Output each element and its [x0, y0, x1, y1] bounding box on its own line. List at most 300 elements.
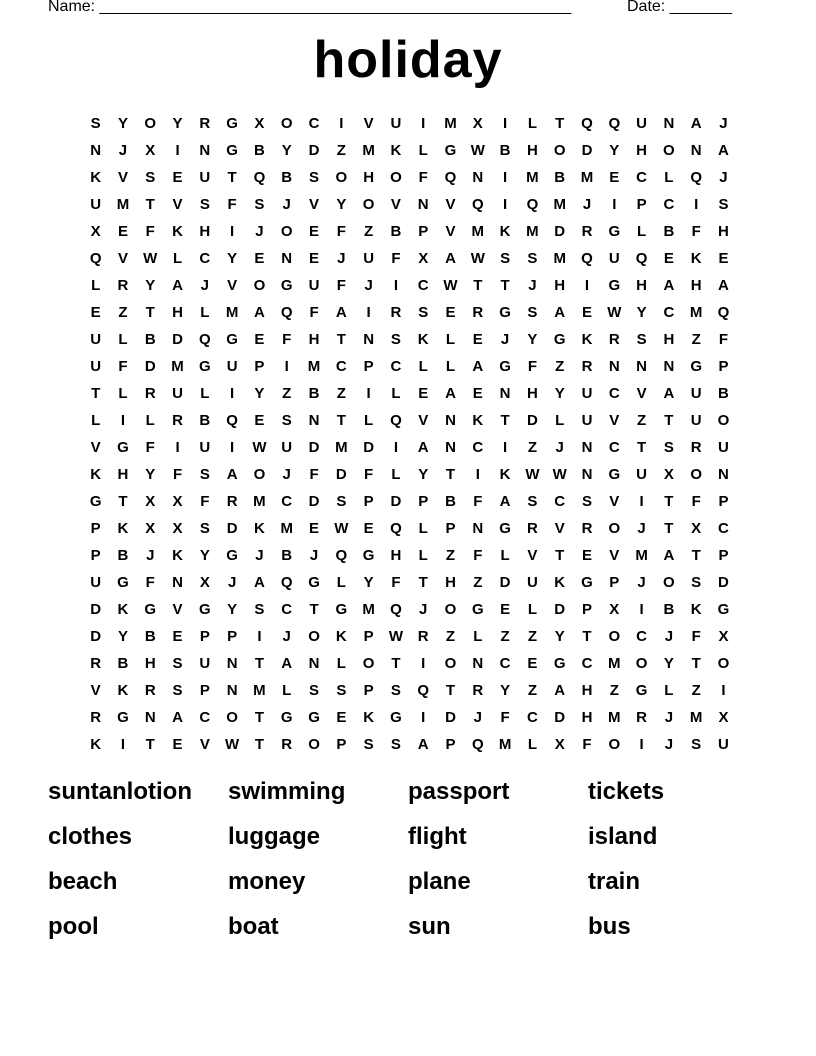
- grid-letter[interactable]: D: [445, 709, 456, 726]
- grid-letter[interactable]: Y: [336, 196, 347, 213]
- grid-letter[interactable]: Y: [227, 601, 238, 618]
- grid-letter[interactable]: D: [363, 439, 375, 456]
- grid-letter[interactable]: I: [639, 493, 644, 510]
- grid-letter[interactable]: E: [172, 736, 183, 753]
- grid-letter[interactable]: P: [636, 196, 647, 213]
- grid-letter[interactable]: A: [472, 358, 484, 375]
- grid-letter[interactable]: Z: [445, 547, 456, 564]
- grid-letter[interactable]: Y: [554, 628, 565, 645]
- grid-letter[interactable]: A: [417, 439, 429, 456]
- grid-letter[interactable]: A: [335, 304, 347, 321]
- grid-letter[interactable]: V: [445, 223, 456, 240]
- grid-letter[interactable]: N: [144, 709, 156, 726]
- grid-letter[interactable]: E: [90, 304, 101, 321]
- grid-letter[interactable]: T: [691, 547, 701, 564]
- grid-letter[interactable]: C: [663, 304, 675, 321]
- grid-letter[interactable]: T: [418, 574, 428, 591]
- grid-letter[interactable]: A: [718, 277, 729, 294]
- grid-letter[interactable]: V: [309, 196, 320, 213]
- grid-letter[interactable]: S: [390, 682, 401, 699]
- grid-letter[interactable]: W: [252, 439, 267, 456]
- grid-letter[interactable]: K: [90, 169, 102, 186]
- grid-letter[interactable]: K: [390, 142, 402, 159]
- grid-letter[interactable]: D: [499, 574, 511, 591]
- grid-letter[interactable]: Y: [418, 466, 429, 483]
- grid-letter[interactable]: U: [308, 277, 320, 294]
- grid-letter[interactable]: W: [225, 736, 240, 753]
- grid-letter[interactable]: O: [362, 196, 375, 213]
- grid-letter[interactable]: G: [635, 682, 648, 699]
- grid-letter[interactable]: C: [335, 358, 347, 375]
- grid-letter[interactable]: R: [581, 520, 593, 537]
- grid-letter[interactable]: L: [118, 385, 128, 402]
- grid-letter[interactable]: T: [500, 277, 510, 294]
- grid-letter[interactable]: I: [393, 439, 398, 456]
- grid-letter[interactable]: M: [689, 304, 703, 321]
- grid-letter[interactable]: L: [200, 385, 210, 402]
- grid-letter[interactable]: T: [145, 196, 155, 213]
- grid-letter[interactable]: A: [554, 304, 566, 321]
- grid-letter[interactable]: Z: [637, 412, 647, 429]
- grid-letter[interactable]: A: [226, 466, 238, 483]
- grid-letter[interactable]: A: [445, 385, 456, 402]
- grid-letter[interactable]: W: [470, 250, 485, 267]
- grid-letter[interactable]: U: [718, 439, 729, 456]
- grid-letter[interactable]: P: [418, 223, 429, 240]
- grid-letter[interactable]: T: [691, 655, 701, 672]
- grid-letter[interactable]: I: [175, 439, 180, 456]
- grid-letter[interactable]: B: [663, 601, 675, 618]
- grid-letter[interactable]: N: [663, 115, 675, 132]
- grid-letter[interactable]: G: [499, 358, 511, 375]
- grid-letter[interactable]: H: [636, 142, 647, 159]
- grid-letter[interactable]: E: [254, 250, 265, 267]
- grid-letter[interactable]: C: [390, 358, 402, 375]
- grid-letter[interactable]: U: [90, 358, 102, 375]
- grid-letter[interactable]: G: [226, 331, 238, 348]
- grid-letter[interactable]: K: [554, 574, 566, 591]
- grid-letter[interactable]: G: [444, 142, 457, 159]
- grid-letter[interactable]: N: [718, 466, 729, 483]
- grid-letter[interactable]: L: [91, 412, 101, 429]
- grid-letter[interactable]: O: [608, 520, 621, 537]
- grid-letter[interactable]: Y: [554, 385, 565, 402]
- grid-letter[interactable]: V: [609, 412, 620, 429]
- grid-letter[interactable]: W: [552, 466, 567, 483]
- grid-letter[interactable]: L: [555, 412, 565, 429]
- grid-letter[interactable]: Z: [609, 682, 619, 699]
- grid-letter[interactable]: S: [390, 736, 401, 753]
- grid-letter[interactable]: A: [172, 277, 183, 294]
- grid-letter[interactable]: V: [90, 439, 101, 456]
- grid-letter[interactable]: S: [309, 169, 320, 186]
- grid-letter[interactable]: U: [199, 439, 211, 456]
- grid-letter[interactable]: S: [254, 601, 265, 618]
- grid-letter[interactable]: S: [527, 250, 538, 267]
- grid-letter[interactable]: D: [226, 520, 238, 537]
- grid-letter[interactable]: M: [444, 115, 457, 132]
- grid-letter[interactable]: C: [199, 250, 211, 267]
- grid-letter[interactable]: H: [363, 169, 375, 186]
- grid-letter[interactable]: G: [499, 520, 511, 537]
- grid-letter[interactable]: D: [308, 142, 320, 159]
- grid-letter[interactable]: G: [608, 466, 621, 483]
- grid-letter[interactable]: V: [609, 493, 620, 510]
- grid-letter[interactable]: G: [581, 574, 593, 591]
- grid-letter[interactable]: E: [500, 601, 511, 618]
- grid-letter[interactable]: L: [336, 574, 346, 591]
- grid-letter[interactable]: E: [472, 331, 483, 348]
- grid-letter[interactable]: S: [390, 331, 401, 348]
- grid-letter[interactable]: T: [145, 736, 155, 753]
- grid-letter[interactable]: Y: [363, 574, 374, 591]
- grid-letter[interactable]: D: [308, 439, 320, 456]
- grid-letter[interactable]: S: [281, 412, 292, 429]
- grid-letter[interactable]: S: [663, 439, 674, 456]
- grid-letter[interactable]: F: [473, 493, 483, 510]
- grid-letter[interactable]: O: [608, 628, 621, 645]
- grid-letter[interactable]: N: [663, 358, 675, 375]
- grid-letter[interactable]: J: [719, 115, 728, 132]
- grid-letter[interactable]: S: [636, 331, 647, 348]
- grid-letter[interactable]: P: [581, 601, 592, 618]
- grid-letter[interactable]: F: [118, 358, 128, 375]
- grid-letter[interactable]: I: [584, 277, 590, 294]
- grid-letter[interactable]: X: [172, 493, 183, 510]
- grid-letter[interactable]: B: [117, 655, 129, 672]
- grid-letter[interactable]: P: [609, 574, 620, 591]
- grid-letter[interactable]: B: [718, 385, 729, 402]
- grid-letter[interactable]: T: [118, 493, 128, 510]
- grid-letter[interactable]: F: [227, 196, 237, 213]
- grid-letter[interactable]: S: [199, 466, 210, 483]
- grid-letter[interactable]: K: [172, 547, 183, 564]
- grid-letter[interactable]: N: [690, 142, 702, 159]
- grid-letter[interactable]: T: [254, 736, 265, 753]
- grid-letter[interactable]: J: [309, 547, 319, 564]
- grid-letter[interactable]: P: [718, 358, 729, 375]
- grid-letter[interactable]: V: [636, 385, 647, 402]
- grid-letter[interactable]: D: [554, 601, 566, 618]
- grid-letter[interactable]: S: [418, 304, 429, 321]
- grid-letter[interactable]: J: [118, 142, 128, 159]
- grid-letter[interactable]: K: [335, 628, 347, 645]
- grid-letter[interactable]: B: [281, 169, 293, 186]
- grid-letter[interactable]: N: [499, 385, 511, 402]
- grid-letter[interactable]: O: [608, 736, 621, 753]
- grid-letter[interactable]: C: [199, 709, 211, 726]
- grid-letter[interactable]: E: [172, 169, 183, 186]
- grid-letter[interactable]: G: [226, 142, 238, 159]
- grid-letter[interactable]: N: [608, 358, 620, 375]
- grid-letter[interactable]: U: [172, 385, 183, 402]
- grid-letter[interactable]: E: [527, 655, 538, 672]
- grid-letter[interactable]: B: [308, 385, 320, 402]
- grid-letter[interactable]: N: [363, 331, 375, 348]
- grid-letter[interactable]: K: [117, 601, 129, 618]
- grid-letter[interactable]: E: [445, 304, 456, 321]
- grid-letter[interactable]: L: [637, 223, 647, 240]
- grid-letter[interactable]: X: [145, 520, 156, 537]
- grid-letter[interactable]: O: [280, 115, 293, 132]
- grid-letter[interactable]: X: [691, 520, 702, 537]
- grid-letter[interactable]: I: [120, 736, 126, 753]
- grid-letter[interactable]: O: [308, 736, 320, 753]
- grid-letter[interactable]: D: [554, 223, 566, 240]
- grid-letter[interactable]: H: [199, 223, 211, 240]
- grid-letter[interactable]: P: [363, 358, 374, 375]
- grid-letter[interactable]: L: [418, 547, 428, 564]
- grid-letter[interactable]: S: [145, 169, 156, 186]
- grid-letter[interactable]: N: [199, 142, 211, 159]
- grid-letter[interactable]: L: [172, 250, 183, 267]
- grid-letter[interactable]: F: [691, 628, 701, 645]
- grid-letter[interactable]: X: [199, 574, 210, 591]
- grid-letter[interactable]: P: [445, 736, 456, 753]
- grid-letter[interactable]: M: [608, 709, 621, 726]
- grid-letter[interactable]: Z: [500, 628, 510, 645]
- grid-letter[interactable]: P: [336, 736, 347, 753]
- grid-letter[interactable]: F: [391, 250, 401, 267]
- grid-letter[interactable]: Z: [527, 628, 537, 645]
- grid-letter[interactable]: R: [581, 223, 593, 240]
- grid-letter[interactable]: C: [281, 601, 293, 618]
- grid-letter[interactable]: G: [199, 601, 211, 618]
- grid-letter[interactable]: R: [472, 304, 484, 321]
- grid-letter[interactable]: U: [608, 250, 620, 267]
- grid-letter[interactable]: L: [418, 520, 428, 537]
- grid-letter[interactable]: X: [554, 736, 565, 753]
- grid-letter[interactable]: R: [417, 628, 429, 645]
- grid-letter[interactable]: M: [362, 601, 375, 618]
- grid-letter[interactable]: I: [230, 385, 235, 402]
- grid-letter[interactable]: W: [388, 628, 403, 645]
- grid-letter[interactable]: S: [718, 196, 729, 213]
- grid-letter[interactable]: R: [117, 277, 129, 294]
- grid-letter[interactable]: U: [90, 574, 102, 591]
- grid-letter[interactable]: C: [417, 277, 429, 294]
- grid-letter[interactable]: P: [254, 358, 265, 375]
- grid-letter[interactable]: B: [445, 493, 456, 510]
- grid-letter[interactable]: N: [445, 412, 456, 429]
- grid-letter[interactable]: G: [199, 358, 211, 375]
- grid-letter[interactable]: J: [500, 331, 510, 348]
- grid-letter[interactable]: J: [337, 250, 346, 267]
- grid-letter[interactable]: U: [526, 574, 538, 591]
- grid-letter[interactable]: S: [199, 520, 210, 537]
- grid-letter[interactable]: D: [526, 412, 538, 429]
- grid-letter[interactable]: M: [171, 358, 184, 375]
- grid-letter[interactable]: Q: [471, 196, 484, 213]
- grid-letter[interactable]: R: [199, 115, 211, 132]
- grid-letter[interactable]: T: [445, 466, 456, 483]
- grid-letter[interactable]: U: [718, 736, 729, 753]
- grid-letter[interactable]: M: [553, 250, 566, 267]
- grid-letter[interactable]: J: [664, 628, 674, 645]
- grid-letter[interactable]: O: [280, 223, 293, 240]
- grid-letter[interactable]: K: [117, 682, 129, 699]
- grid-letter[interactable]: Y: [172, 115, 183, 132]
- grid-letter[interactable]: Q: [717, 304, 730, 321]
- grid-letter[interactable]: G: [226, 115, 238, 132]
- grid-letter[interactable]: R: [526, 520, 538, 537]
- grid-letter[interactable]: P: [718, 547, 729, 564]
- grid-letter[interactable]: S: [691, 736, 702, 753]
- grid-letter[interactable]: I: [639, 601, 644, 618]
- grid-letter[interactable]: X: [418, 250, 429, 267]
- grid-letter[interactable]: S: [527, 304, 538, 321]
- grid-letter[interactable]: K: [90, 736, 102, 753]
- grid-letter[interactable]: I: [503, 196, 508, 213]
- grid-letter[interactable]: B: [199, 412, 211, 429]
- grid-letter[interactable]: M: [689, 709, 703, 726]
- grid-letter[interactable]: C: [608, 385, 620, 402]
- grid-letter[interactable]: O: [308, 628, 320, 645]
- grid-letter[interactable]: X: [145, 493, 156, 510]
- grid-letter[interactable]: M: [362, 142, 375, 159]
- grid-letter[interactable]: N: [472, 169, 484, 186]
- grid-letter[interactable]: L: [418, 358, 428, 375]
- grid-letter[interactable]: Q: [280, 574, 293, 591]
- grid-letter[interactable]: G: [608, 277, 621, 294]
- grid-letter[interactable]: O: [635, 655, 648, 672]
- grid-letter[interactable]: O: [144, 115, 157, 132]
- grid-letter[interactable]: J: [582, 196, 592, 213]
- grid-letter[interactable]: M: [307, 358, 321, 375]
- grid-letter[interactable]: I: [257, 628, 262, 645]
- grid-letter[interactable]: T: [664, 520, 674, 537]
- grid-letter[interactable]: F: [200, 493, 210, 510]
- grid-letter[interactable]: D: [90, 628, 102, 645]
- grid-letter[interactable]: M: [471, 223, 485, 240]
- grid-letter[interactable]: L: [91, 277, 101, 294]
- grid-letter[interactable]: M: [253, 493, 266, 510]
- grid-letter[interactable]: P: [227, 628, 238, 645]
- grid-letter[interactable]: B: [390, 223, 402, 240]
- grid-letter[interactable]: V: [390, 196, 401, 213]
- grid-letter[interactable]: U: [636, 115, 647, 132]
- grid-letter[interactable]: G: [308, 709, 320, 726]
- grid-letter[interactable]: G: [608, 223, 621, 240]
- grid-letter[interactable]: R: [690, 439, 702, 456]
- grid-letter[interactable]: Z: [691, 331, 701, 348]
- grid-letter[interactable]: H: [636, 277, 647, 294]
- grid-letter[interactable]: C: [281, 493, 293, 510]
- grid-letter[interactable]: J: [637, 574, 646, 591]
- grid-letter[interactable]: L: [118, 331, 128, 348]
- grid-letter[interactable]: P: [363, 682, 374, 699]
- grid-letter[interactable]: Z: [691, 682, 701, 699]
- grid-letter[interactable]: K: [499, 466, 511, 483]
- grid-letter[interactable]: T: [309, 601, 319, 618]
- grid-letter[interactable]: N: [417, 196, 429, 213]
- grid-letter[interactable]: G: [117, 439, 129, 456]
- grid-letter[interactable]: B: [499, 142, 511, 159]
- grid-letter[interactable]: Q: [444, 169, 457, 186]
- grid-letter[interactable]: J: [419, 601, 428, 618]
- grid-letter[interactable]: L: [527, 115, 537, 132]
- grid-letter[interactable]: D: [90, 601, 102, 618]
- grid-letter[interactable]: S: [172, 655, 183, 672]
- grid-letter[interactable]: D: [390, 493, 402, 510]
- grid-letter[interactable]: E: [609, 169, 620, 186]
- grid-letter[interactable]: L: [145, 412, 155, 429]
- grid-letter[interactable]: U: [636, 466, 647, 483]
- grid-letter[interactable]: L: [364, 412, 374, 429]
- grid-letter[interactable]: G: [280, 709, 293, 726]
- grid-letter[interactable]: W: [143, 250, 158, 267]
- grid-letter[interactable]: T: [145, 304, 155, 321]
- grid-letter[interactable]: G: [117, 709, 129, 726]
- grid-letter[interactable]: P: [445, 520, 456, 537]
- grid-letter[interactable]: G: [553, 655, 566, 672]
- grid-letter[interactable]: S: [363, 736, 374, 753]
- grid-letter[interactable]: O: [717, 412, 730, 429]
- grid-letter[interactable]: M: [580, 169, 594, 186]
- grid-letter[interactable]: G: [717, 601, 730, 618]
- grid-letter[interactable]: H: [690, 277, 702, 294]
- grid-letter[interactable]: I: [366, 304, 371, 321]
- grid-letter[interactable]: T: [500, 412, 510, 429]
- grid-letter[interactable]: A: [254, 304, 265, 321]
- grid-letter[interactable]: N: [581, 466, 593, 483]
- grid-letter[interactable]: L: [664, 682, 674, 699]
- grid-letter[interactable]: F: [500, 709, 510, 726]
- grid-letter[interactable]: C: [663, 196, 675, 213]
- grid-letter[interactable]: O: [663, 574, 675, 591]
- grid-letter[interactable]: T: [336, 331, 346, 348]
- grid-letter[interactable]: I: [393, 277, 398, 294]
- grid-letter[interactable]: L: [500, 547, 510, 564]
- grid-letter[interactable]: A: [690, 115, 702, 132]
- grid-letter[interactable]: T: [91, 385, 101, 402]
- grid-letter[interactable]: M: [608, 655, 621, 672]
- grid-letter[interactable]: W: [334, 520, 349, 537]
- grid-letter[interactable]: Y: [145, 466, 156, 483]
- grid-letter[interactable]: A: [663, 385, 675, 402]
- grid-letter[interactable]: N: [472, 655, 484, 672]
- grid-letter[interactable]: I: [475, 466, 480, 483]
- grid-letter[interactable]: J: [664, 736, 674, 753]
- grid-letter[interactable]: Q: [199, 331, 211, 348]
- grid-letter[interactable]: F: [718, 331, 729, 348]
- grid-letter[interactable]: Y: [117, 628, 128, 645]
- grid-letter[interactable]: P: [363, 628, 374, 645]
- grid-letter[interactable]: Q: [390, 520, 402, 537]
- grid-letter[interactable]: F: [336, 223, 346, 240]
- grid-letter[interactable]: B: [281, 547, 293, 564]
- grid-letter[interactable]: L: [445, 331, 456, 348]
- grid-letter[interactable]: H: [663, 331, 675, 348]
- grid-letter[interactable]: J: [227, 574, 237, 591]
- grid-letter[interactable]: S: [90, 115, 101, 132]
- date-field-label[interactable]: Date: _______: [627, 0, 732, 15]
- grid-letter[interactable]: P: [199, 682, 210, 699]
- grid-letter[interactable]: T: [254, 655, 265, 672]
- grid-letter[interactable]: R: [144, 682, 156, 699]
- grid-letter[interactable]: U: [226, 358, 238, 375]
- grid-letter[interactable]: O: [444, 601, 457, 618]
- grid-letter[interactable]: T: [664, 493, 674, 510]
- grid-letter[interactable]: Z: [118, 304, 128, 321]
- grid-letter[interactable]: J: [719, 169, 728, 186]
- grid-letter[interactable]: Y: [663, 655, 674, 672]
- grid-letter[interactable]: U: [90, 196, 102, 213]
- grid-letter[interactable]: E: [418, 385, 429, 402]
- grid-letter[interactable]: S: [309, 682, 320, 699]
- grid-letter[interactable]: T: [227, 169, 237, 186]
- grid-letter[interactable]: T: [254, 709, 265, 726]
